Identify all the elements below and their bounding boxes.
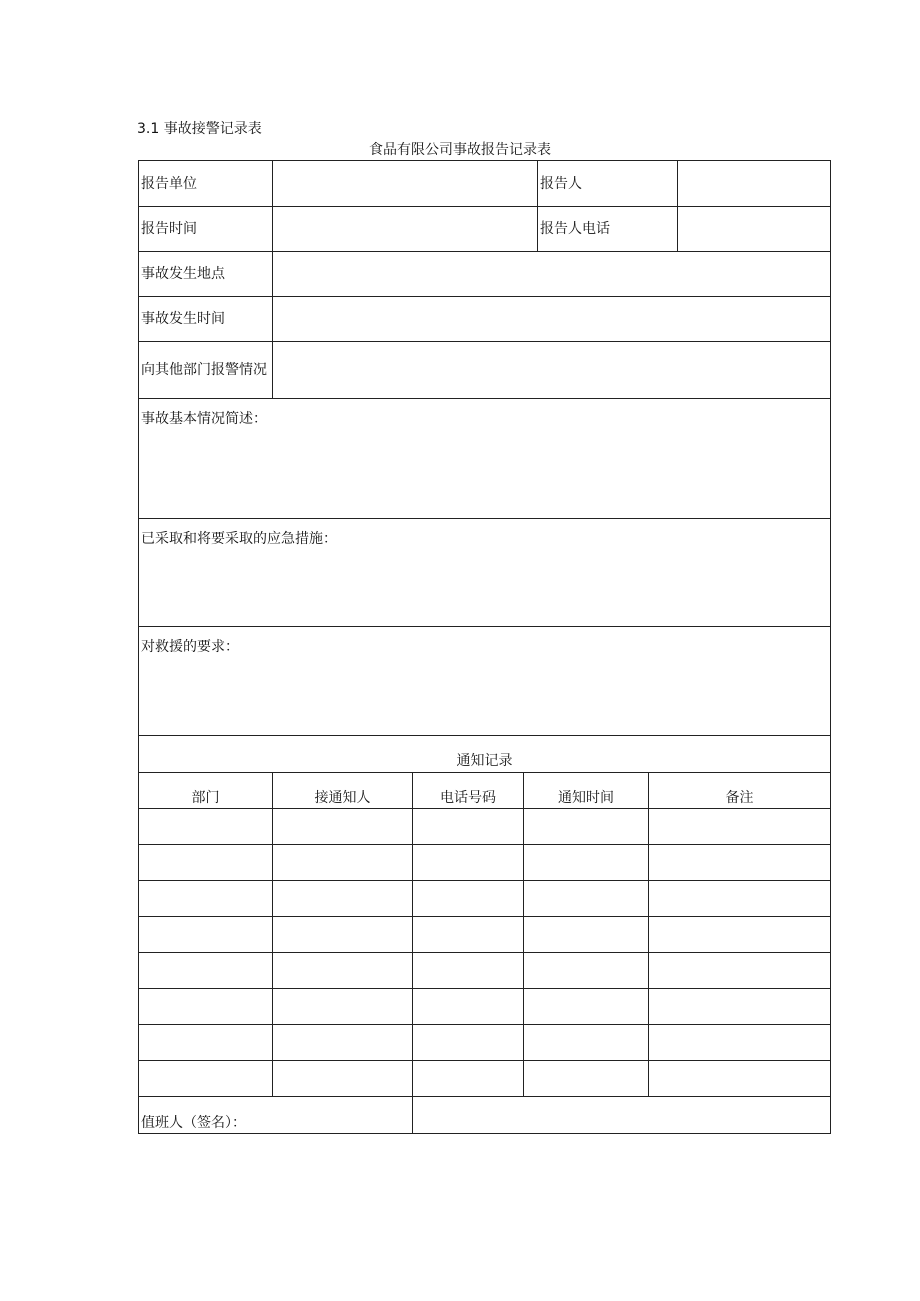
row-report-time [139, 207, 831, 252]
table-cell[interactable] [139, 1024, 273, 1060]
table-cell[interactable] [413, 1024, 524, 1060]
table-cell[interactable] [649, 916, 831, 952]
column-header: 备注 [649, 772, 831, 808]
section-heading: 3.1 事故接警记录表 [137, 121, 262, 137]
rescue-field[interactable] [139, 627, 831, 735]
table-cell[interactable] [649, 880, 831, 916]
table-cell[interactable] [273, 880, 413, 916]
table-cell[interactable] [524, 1060, 649, 1096]
table-cell[interactable] [139, 844, 273, 880]
reporter-field[interactable] [678, 161, 831, 207]
table-cell[interactable] [413, 916, 524, 952]
table-cell[interactable] [139, 916, 273, 952]
table-cell[interactable] [524, 880, 649, 916]
row-summary [139, 399, 831, 519]
table-row [139, 808, 831, 844]
column-header: 部门 [139, 772, 273, 808]
table-row [139, 952, 831, 988]
table-cell[interactable] [649, 808, 831, 844]
table-cell[interactable] [524, 988, 649, 1024]
measures-label: 已采取和将要采取的应急措施： [141, 531, 337, 548]
notification-title: 通知记录 [139, 735, 831, 772]
column-header: 接通知人 [273, 772, 413, 808]
report-unit-field[interactable] [273, 161, 538, 207]
report-time-label: 报告时间 [139, 207, 273, 252]
form-title: 食品有限公司事故报告记录表 [369, 142, 551, 158]
table-row [139, 880, 831, 916]
table-cell[interactable] [524, 808, 649, 844]
table-cell[interactable] [413, 1060, 524, 1096]
reporter-label: 报告人 [538, 161, 678, 207]
other-dept-label: 向其他部门报警情况 [139, 342, 273, 399]
other-dept-field[interactable] [273, 342, 831, 399]
signature-label: 值班人（签名）： [139, 1096, 413, 1133]
table-cell[interactable] [649, 1024, 831, 1060]
table-cell[interactable] [524, 916, 649, 952]
table-cell[interactable] [413, 952, 524, 988]
row-occurrence-time [139, 297, 831, 342]
table-cell[interactable] [649, 1060, 831, 1096]
column-header: 电话号码 [413, 772, 524, 808]
row-notification-title [139, 735, 831, 772]
table-cell[interactable] [273, 1024, 413, 1060]
table-cell[interactable] [649, 844, 831, 880]
table-row [139, 1060, 831, 1096]
rescue-label: 对救援的要求： [141, 639, 239, 656]
table-cell[interactable] [524, 844, 649, 880]
reporter-phone-label: 报告人电话 [538, 207, 678, 252]
table-cell[interactable] [139, 952, 273, 988]
table-cell[interactable] [524, 1024, 649, 1060]
table-cell[interactable] [649, 988, 831, 1024]
table-cell[interactable] [413, 844, 524, 880]
location-field[interactable] [273, 252, 831, 297]
location-label: 事故发生地点 [139, 252, 273, 297]
table-cell[interactable] [273, 1060, 413, 1096]
table-cell[interactable] [273, 916, 413, 952]
row-signature [139, 1096, 831, 1133]
accident-report-form [138, 160, 830, 1134]
table-cell[interactable] [413, 808, 524, 844]
report-unit-label: 报告单位 [139, 161, 273, 207]
table-row [139, 916, 831, 952]
table-cell[interactable] [273, 988, 413, 1024]
report-time-field[interactable] [273, 207, 538, 252]
occurrence-time-label: 事故发生时间 [139, 297, 273, 342]
row-location [139, 252, 831, 297]
table-cell[interactable] [273, 808, 413, 844]
table-row [139, 844, 831, 880]
table-cell[interactable] [524, 952, 649, 988]
notification-header-row [139, 772, 831, 808]
row-measures [139, 519, 831, 627]
table-cell[interactable] [139, 808, 273, 844]
table-cell[interactable] [139, 880, 273, 916]
row-report-unit [139, 161, 831, 207]
row-rescue [139, 627, 831, 735]
report-table [138, 160, 831, 1134]
table-cell[interactable] [649, 952, 831, 988]
signature-field[interactable] [413, 1096, 831, 1133]
measures-field[interactable] [139, 519, 831, 627]
row-other-dept [139, 342, 831, 399]
table-row [139, 1024, 831, 1060]
table-cell[interactable] [273, 952, 413, 988]
table-cell[interactable] [413, 988, 524, 1024]
summary-label: 事故基本情况简述： [141, 411, 267, 428]
occurrence-time-field[interactable] [273, 297, 831, 342]
table-cell[interactable] [139, 988, 273, 1024]
summary-field[interactable] [139, 399, 831, 519]
table-cell[interactable] [273, 844, 413, 880]
table-cell[interactable] [139, 1060, 273, 1096]
table-row [139, 988, 831, 1024]
column-header: 通知时间 [524, 772, 649, 808]
reporter-phone-field[interactable] [678, 207, 831, 252]
table-cell[interactable] [413, 880, 524, 916]
